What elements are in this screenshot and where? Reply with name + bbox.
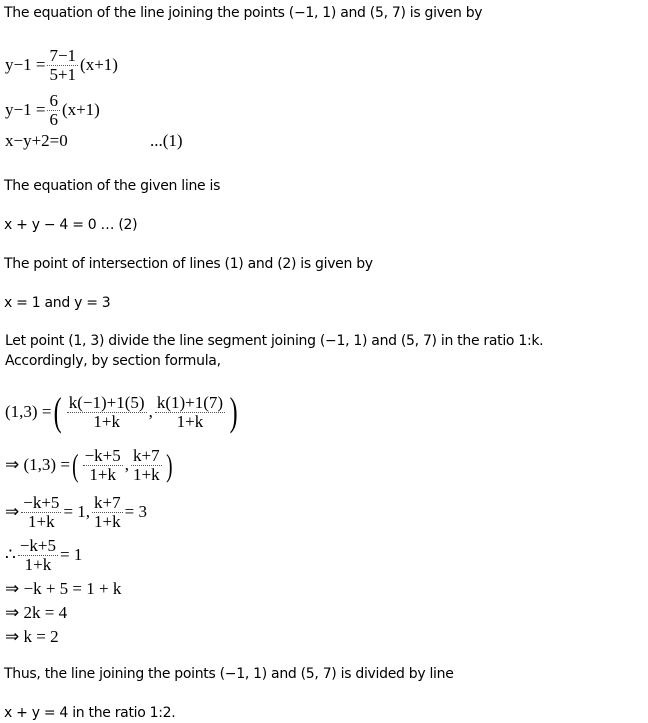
ratio-intro-line-2: Accordingly, by section formula, (5, 353, 221, 369)
intersection-values: x = 1 and y = 3 (4, 295, 111, 311)
eq1-rhs: (x+1) (80, 55, 118, 75)
conclusion-line-1: Thus, the line joining the points (−1, 1) and (5, 7) is divided by line (4, 666, 454, 682)
eq1-fraction: $\frac{7-1}{5+1}$ (49, 46, 77, 84)
section-formula-3: ⇒ $\frac{-k+5}{1+k}$ = 1, $\frac{k+7}{1+k}$ = 3 (5, 493, 147, 531)
section-formula-6: ⇒ 2k = 4 (5, 603, 68, 622)
given-line-intro: The equation of the given line is (4, 178, 221, 194)
conclusion-line-2: x + y = 4 in the ratio 1:2. (4, 705, 176, 721)
left-paren: ( (54, 389, 63, 434)
intersection-intro: The point of intersection of lines (1) and (2) is given by (4, 256, 373, 272)
eq1-lhs: y−1 = (5, 55, 46, 75)
section-formula-7: ⇒ k = 2 (5, 627, 59, 646)
intro-text: The equation of the line joining the points (−1, 1) and (5, 7) is given by (4, 5, 483, 21)
section-formula-2: ⇒ (1,3) = ( $\frac{-k+5}{1+k}$ , $\frac{k+7}{1+k}$ ) (5, 446, 173, 484)
section-formula-4: ∴ $\frac{-k+5}{1+k}$ = 1 (5, 536, 83, 574)
given-line-equation: x + y − 4 = 0 … (2) (4, 217, 138, 233)
section-formula-1: (1,3) = ( $\frac{k(-1)+1(5)}{1+k}$ , $\frac{k(1)+1(7)}{1+k}$ ) (5, 389, 238, 434)
ratio-intro-line-1: Let point (1, 3) divide the line segment joining (−1, 1) and (5, 7) in the ratio 1:k. (5, 333, 544, 349)
eq2-fraction: $\frac{6}{6}$ (49, 91, 58, 129)
right-paren: ) (229, 389, 238, 434)
section-formula-5: ⇒ −k + 5 = 1 + k (5, 579, 122, 598)
equation-line-2: y−1 = $\frac{6}{6}$ (x+1) (5, 91, 100, 129)
equation-line-3: x−y+2=0 (5, 131, 68, 150)
equation-tag-1: ...(1) (150, 131, 183, 150)
equation-line-1 (5, 47, 118, 84)
